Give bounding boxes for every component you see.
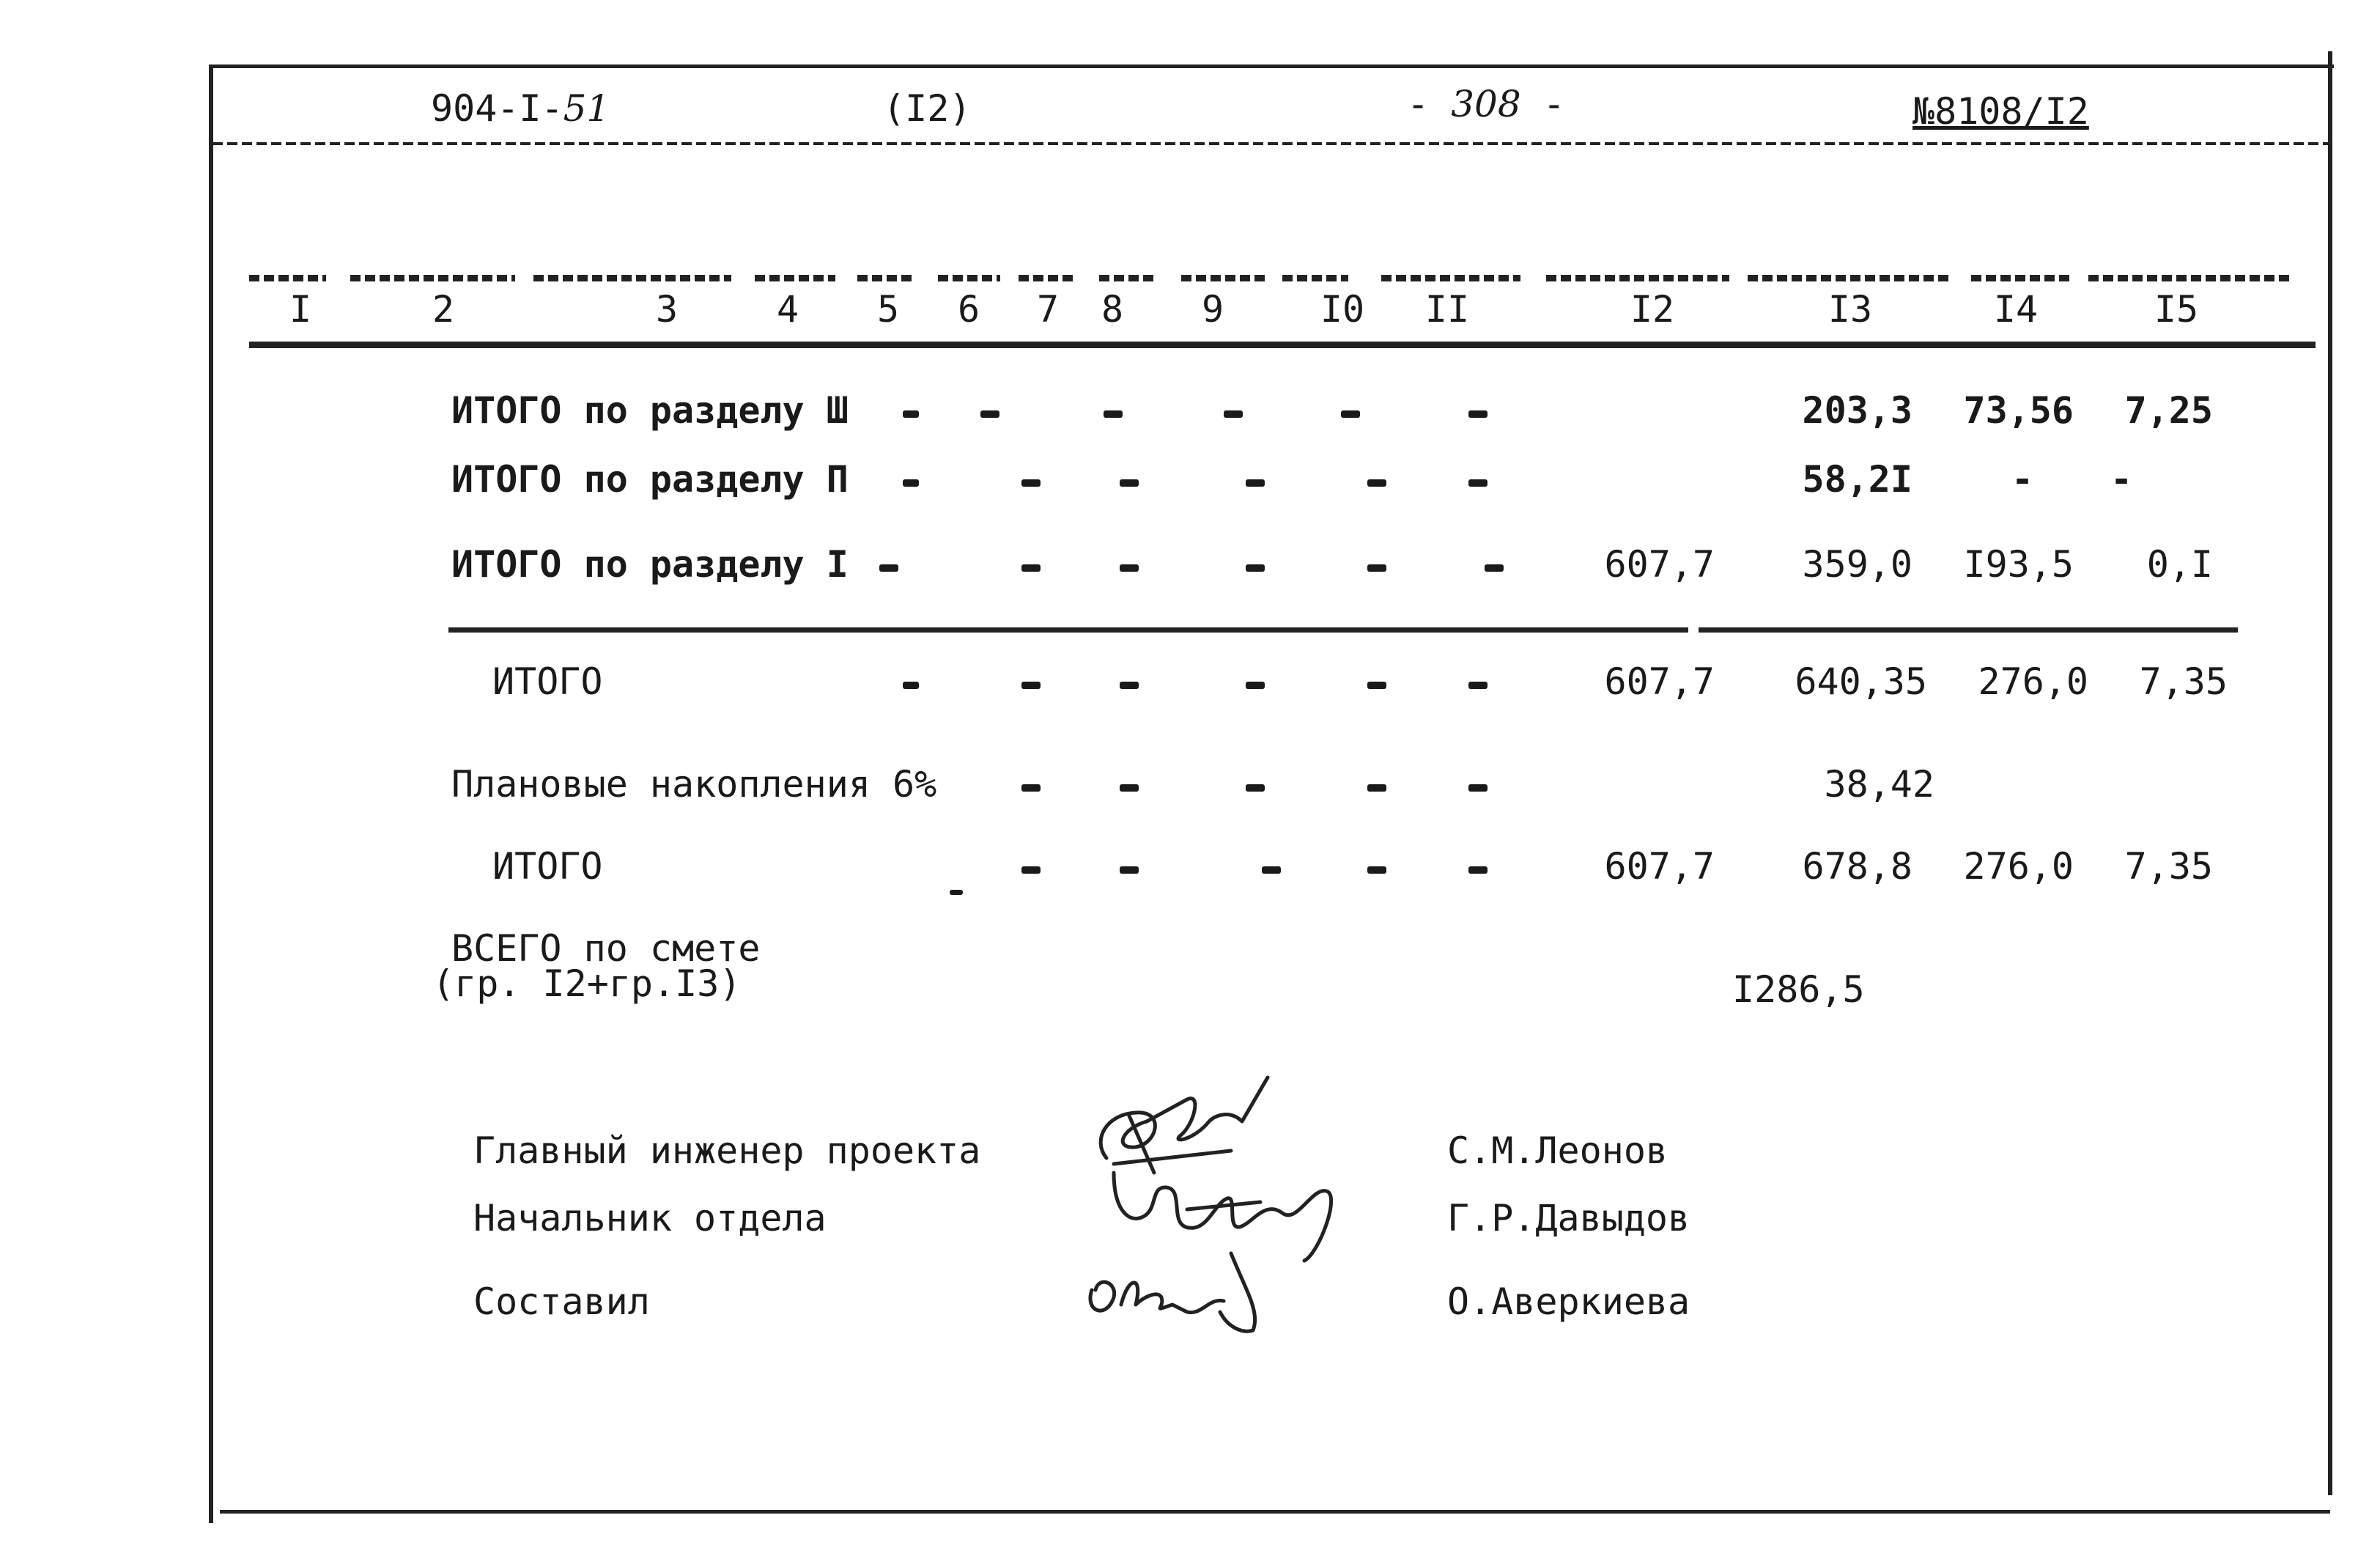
empty-cell-dash	[879, 564, 898, 572]
col-head-3: 3	[655, 288, 679, 331]
col-head-7: 7	[1036, 288, 1060, 331]
cell-col13: 359,0	[1802, 543, 1912, 586]
total-label-line1: ВСЕГО по смете	[451, 927, 761, 970]
empty-cell-dash	[1224, 410, 1243, 418]
empty-cell-dash	[950, 890, 963, 895]
row-label: ИТОГО по разделу I	[451, 543, 849, 586]
empty-cell-dash	[1021, 564, 1041, 572]
col-head-9: 9	[1201, 288, 1224, 331]
col-head-11: II	[1424, 288, 1470, 331]
cell-col15: -	[2110, 458, 2133, 501]
cell-col15: 0,I	[2146, 543, 2213, 586]
cell-col12: 607,7	[1604, 543, 1715, 586]
signature-3	[1077, 1246, 1268, 1334]
empty-cell-dash	[1468, 410, 1488, 418]
signer-name: Г.Р.Давыдов	[1447, 1197, 1690, 1239]
header-underline	[212, 142, 2329, 145]
cell-col13: 58,2I	[1802, 458, 1912, 501]
col-head-8: 8	[1101, 288, 1124, 331]
empty-cell-dash	[1367, 479, 1386, 487]
subtotal-rule-left	[448, 627, 1688, 633]
empty-cell-dash	[1367, 866, 1386, 874]
cell-col14: 276,0	[1978, 660, 2088, 703]
col-head-14: I4	[1993, 288, 2039, 331]
empty-cell-dash	[1021, 479, 1041, 487]
row-label: Плановые накопления 6%	[451, 763, 937, 806]
empty-cell-dash	[903, 682, 919, 689]
empty-cell-dash	[1120, 564, 1139, 572]
empty-cell-dash	[1485, 564, 1504, 572]
header-section: (I2)	[883, 87, 972, 130]
frame-right-line	[2328, 51, 2332, 1495]
col-head-12: I2	[1630, 288, 1675, 331]
col-head-10: I0	[1320, 288, 1365, 331]
cell-col13: 38,42	[1824, 763, 1934, 806]
empty-cell-dash	[1120, 682, 1139, 689]
cell-col14: 276,0	[1963, 845, 2074, 888]
empty-cell-dash	[1468, 479, 1488, 487]
cell-col12: 607,7	[1604, 660, 1715, 703]
col-head-13: I3	[1828, 288, 1873, 331]
cell-col14: I93,5	[1963, 543, 2074, 586]
subtotal-rule-right	[1699, 627, 2238, 633]
empty-cell-dash	[1246, 479, 1265, 487]
signer-title: Главный инженер проекта	[473, 1129, 981, 1172]
empty-cell-dash	[1246, 682, 1265, 689]
cell-col14: -	[2011, 458, 2034, 501]
header-code: №8108/I2	[1912, 90, 2089, 133]
empty-cell-dash	[1262, 866, 1281, 874]
frame-left-line	[209, 65, 213, 1523]
col-head-5: 5	[876, 288, 900, 331]
doc-number-handwritten: 51	[563, 87, 610, 130]
signer-title: Составил	[473, 1280, 650, 1323]
row-label: ИТОГО по разделу П	[451, 458, 849, 501]
column-header-rule-bottom	[249, 342, 2316, 348]
empty-cell-dash	[1341, 410, 1360, 418]
empty-cell-dash	[1021, 866, 1041, 874]
empty-cell-dash	[1246, 564, 1265, 572]
col-head-6: 6	[957, 288, 980, 331]
empty-cell-dash	[1104, 410, 1123, 418]
signer-name: О.Аверкиева	[1447, 1280, 1690, 1323]
cell-col15: 7,25	[2124, 389, 2213, 432]
empty-cell-dash	[980, 410, 999, 418]
empty-cell-dash	[1120, 479, 1139, 487]
empty-cell-dash	[1021, 784, 1041, 792]
cell-col13: 203,3	[1802, 389, 1912, 432]
row-label: ИТОГО по разделу Ш	[451, 389, 849, 432]
cell-col15: 7,35	[2124, 845, 2213, 888]
total-value: I286,5	[1732, 968, 1865, 1011]
empty-cell-dash	[1367, 682, 1386, 689]
empty-cell-dash	[1120, 784, 1139, 792]
col-head-1: I	[289, 288, 312, 331]
row-label: ИТОГО	[492, 845, 603, 888]
signer-title: Начальник отдела	[473, 1197, 827, 1239]
col-head-15: I5	[2154, 288, 2199, 331]
empty-cell-dash	[903, 479, 919, 487]
empty-cell-dash	[1468, 866, 1488, 874]
signer-name: С.М.Леонов	[1447, 1129, 1668, 1172]
empty-cell-dash	[1468, 784, 1488, 792]
row-label: ИТОГО	[492, 660, 603, 703]
frame-bottom-line	[220, 1510, 2330, 1514]
empty-cell-dash	[903, 410, 919, 418]
col-head-4: 4	[776, 288, 799, 331]
header-doc-number: 904-I-51	[431, 87, 610, 130]
empty-cell-dash	[1246, 784, 1265, 792]
cell-col14: 73,56	[1963, 389, 2074, 432]
empty-cell-dash	[1367, 564, 1386, 572]
empty-cell-dash	[1367, 784, 1386, 792]
empty-cell-dash	[1120, 866, 1139, 874]
frame-top-line	[209, 65, 2334, 68]
col-head-2: 2	[432, 288, 455, 331]
cell-col15: 7,35	[2139, 660, 2228, 703]
empty-cell-dash	[1021, 682, 1041, 689]
header-page-number: - 308 -	[1407, 83, 1565, 125]
total-label-line2: (гр. I2+гр.I3)	[432, 962, 742, 1005]
cell-col13: 640,35	[1795, 660, 1927, 703]
cell-col13: 678,8	[1802, 845, 1912, 888]
cell-col12: 607,7	[1604, 845, 1715, 888]
empty-cell-dash	[1468, 682, 1488, 689]
